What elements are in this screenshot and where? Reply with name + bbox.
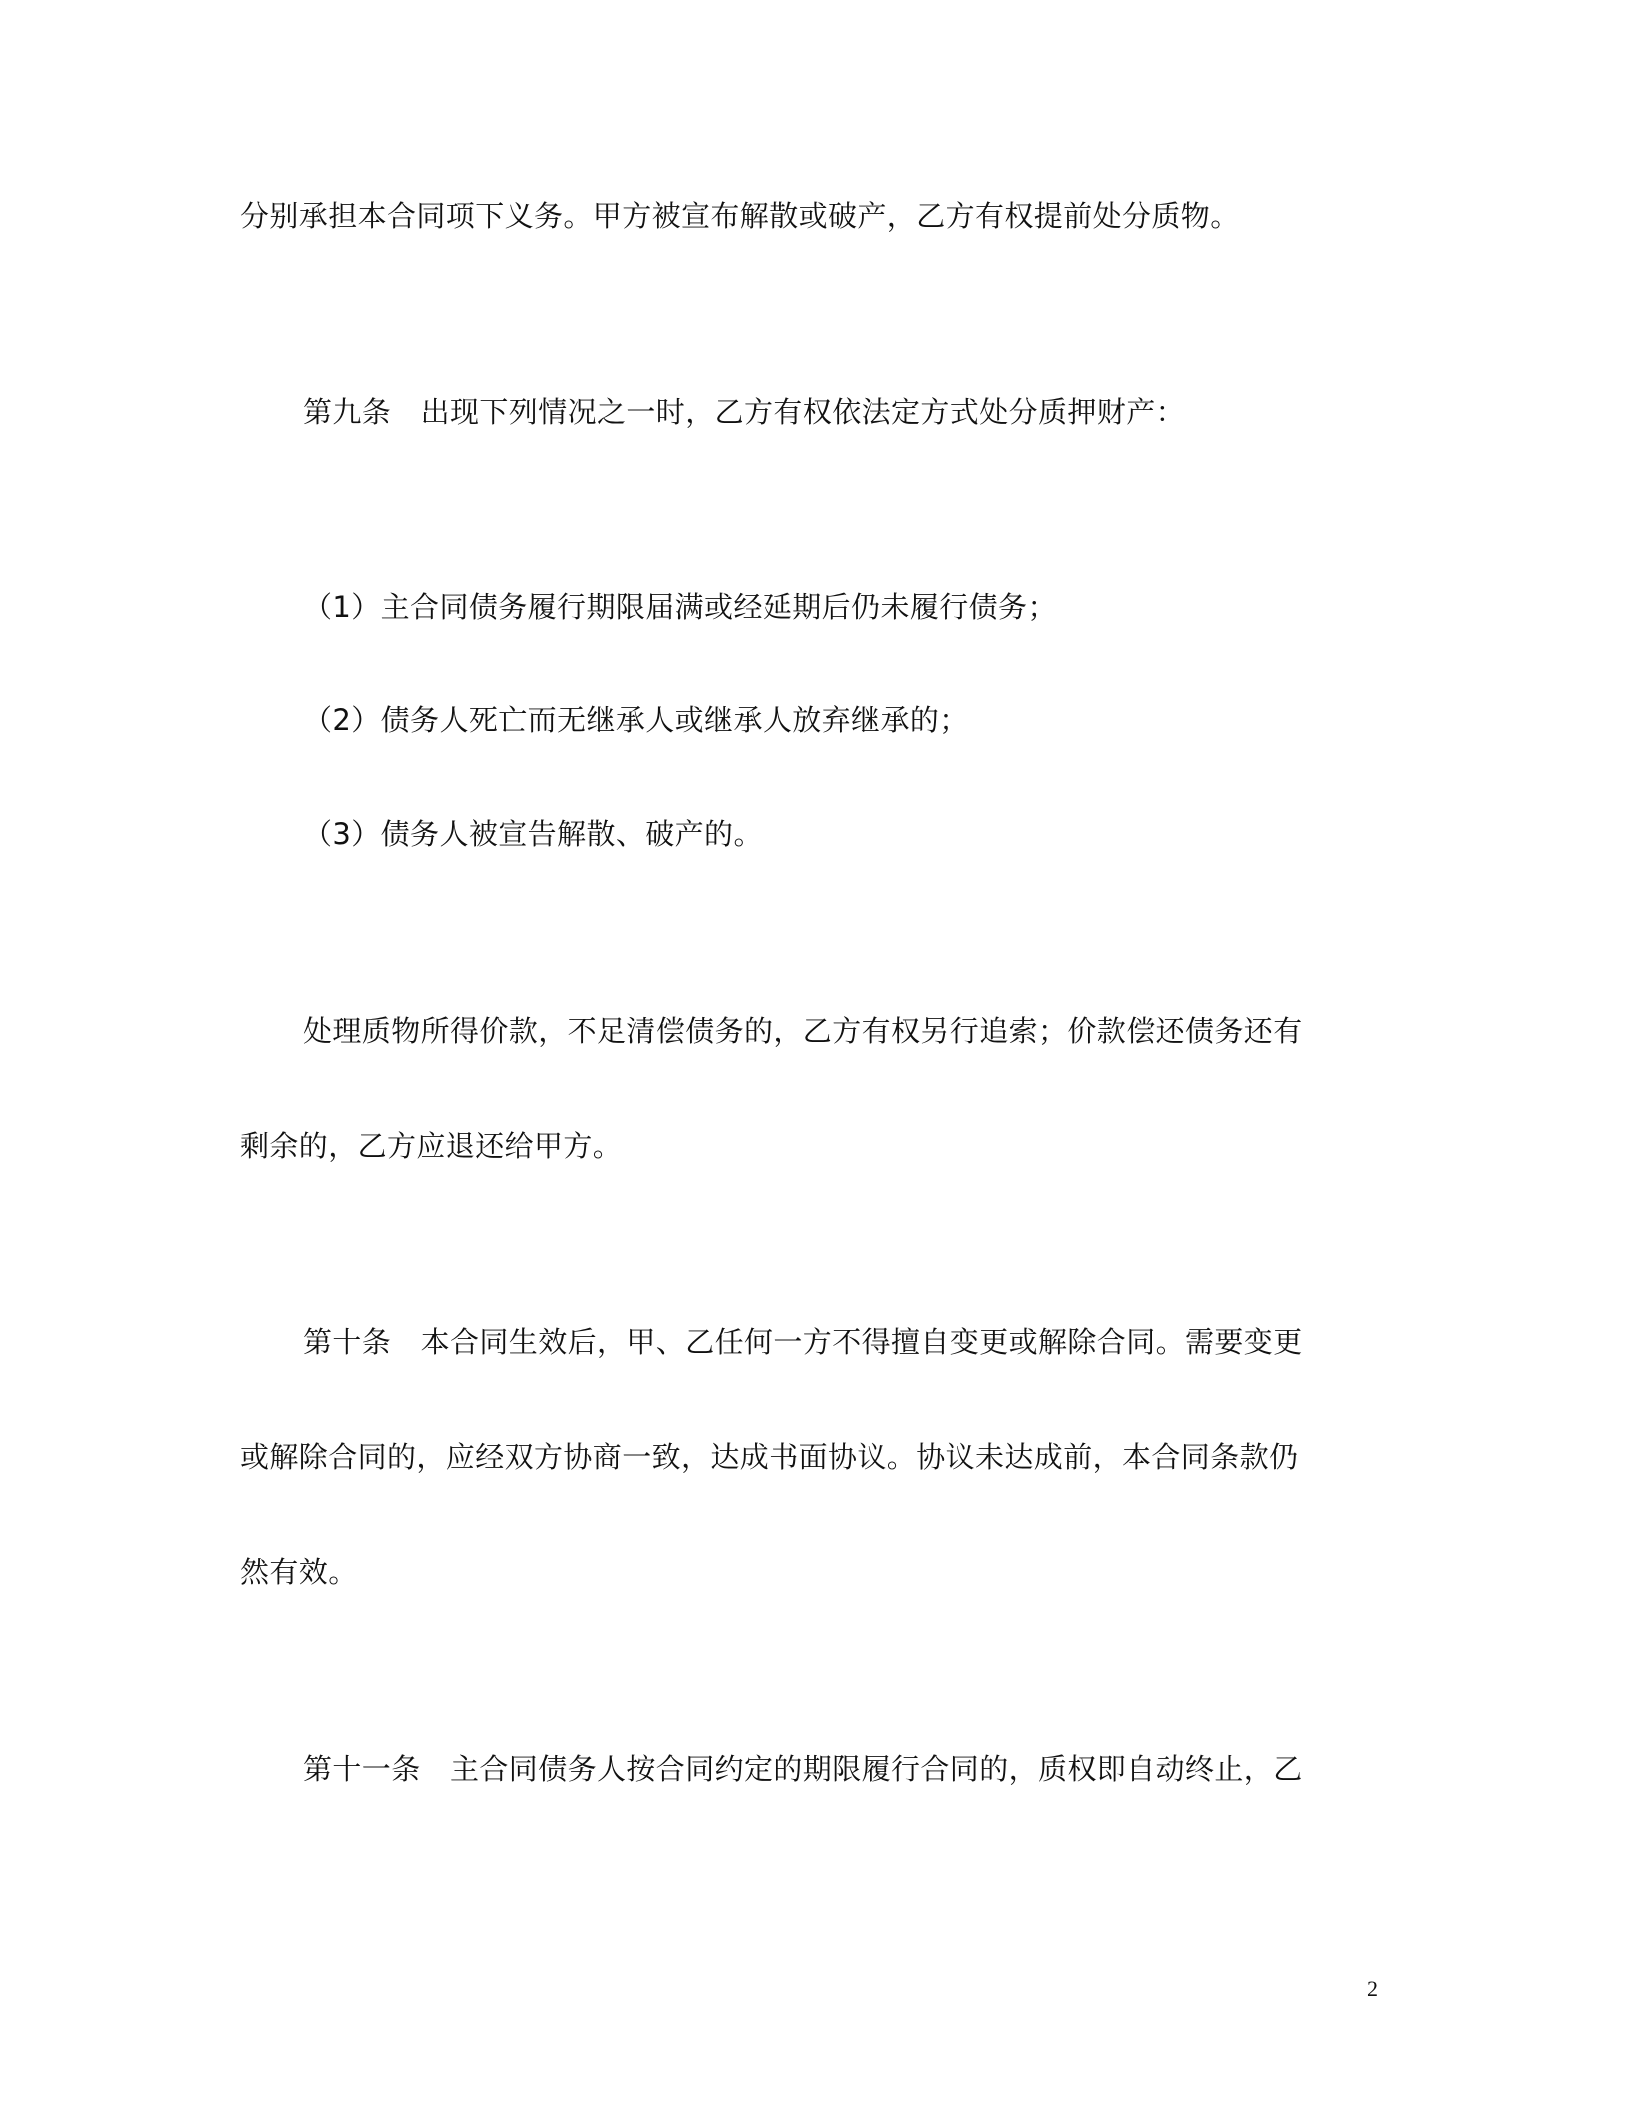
list-item-1: （1）主合同债务履行期限届满或经延期后仍未履行债务； (303, 590, 1057, 624)
article-9-heading: 第九条 出现下列情况之一时，乙方有权依法定方式处分质押财产： (303, 395, 1186, 429)
paragraph-line-2: 剩余的，乙方应退还给甲方。 (240, 1129, 623, 1163)
text-line-1: 分别承担本合同项下义务。甲方被宣布解散或破产，乙方有权提前处分质物。 (240, 199, 1240, 233)
article-10-line-2: 或解除合同的，应经双方协商一致，达成书面协议。协议未达成前，本合同条款仍 (240, 1440, 1299, 1474)
list-item-3: （3）债务人被宣告解散、破产的。 (303, 817, 763, 851)
article-10-line-3: 然有效。 (240, 1555, 358, 1589)
article-11-line-1: 第十一条 主合同债务人按合同约定的期限履行合同的，质权即自动终止，乙 (303, 1752, 1303, 1786)
article-10-line-1: 第十条 本合同生效后，甲、乙任何一方不得擅自变更或解除合同。需要变更 (303, 1325, 1303, 1359)
list-item-2: （2）债务人死亡而无继承人或继承人放弃继承的； (303, 703, 969, 737)
paragraph-line-1: 处理质物所得价款，不足清偿债务的，乙方有权另行追索；价款偿还债务还有 (303, 1014, 1303, 1048)
page-number: 2 (1367, 1976, 1378, 2001)
